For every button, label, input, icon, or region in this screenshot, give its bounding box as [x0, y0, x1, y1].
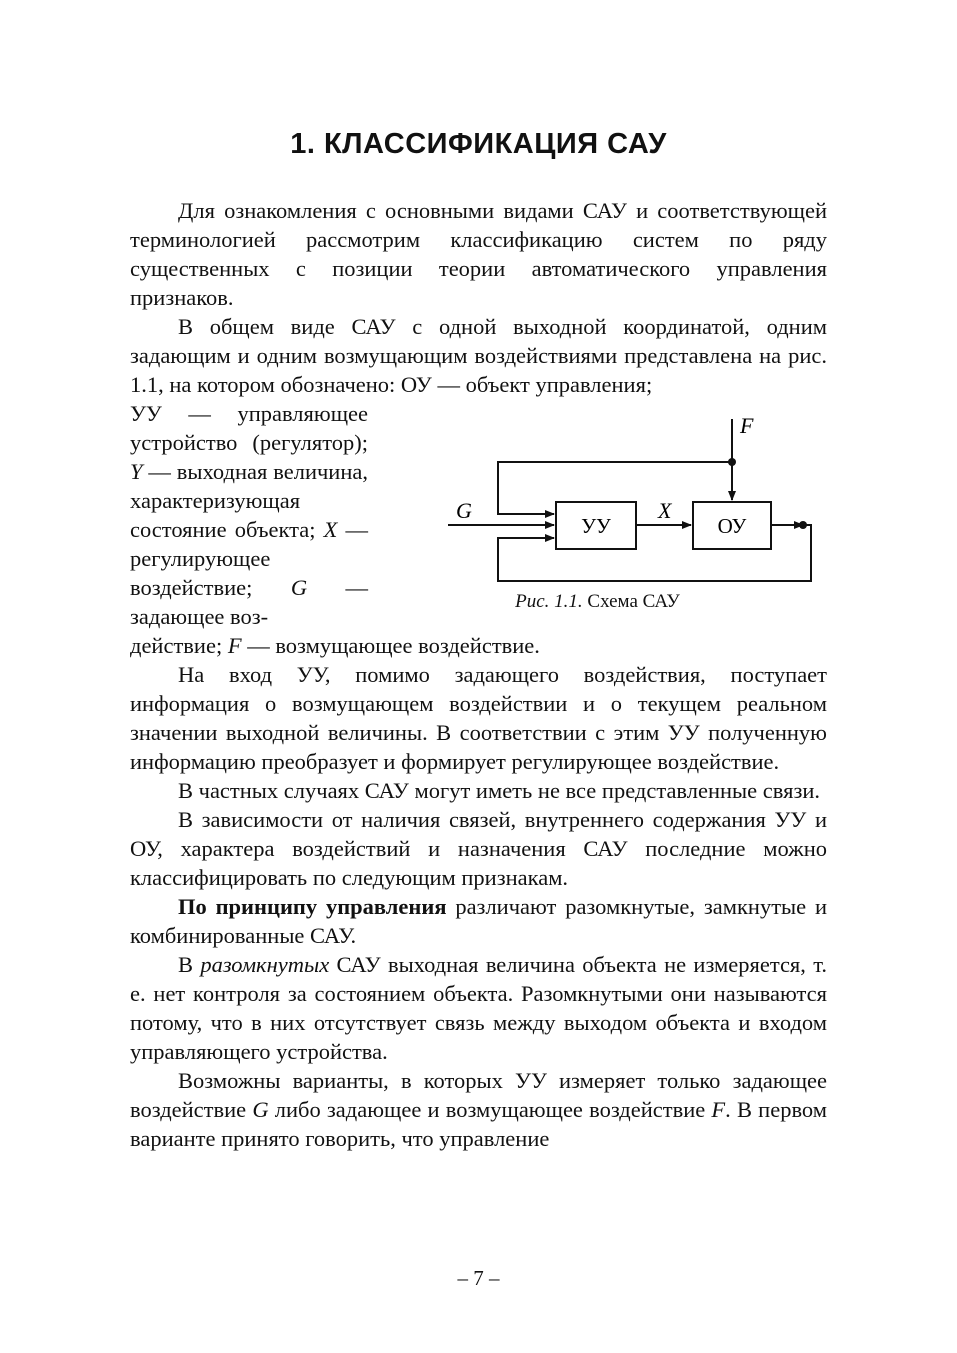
side-text-part-d: — задающее воз- [130, 575, 368, 629]
paragraph-general-view-end [130, 631, 827, 660]
control-principle-term: По принципу управления [178, 894, 447, 919]
chapter-heading: 1. КЛАССИФИКАЦИЯ САУ [290, 128, 667, 160]
body-text [130, 196, 827, 1153]
controller-block-label: УУ [581, 514, 611, 538]
plant-block-label: ОУ [717, 514, 747, 538]
paragraph-special-cases: В частных случаях САУ могут иметь не все представленные связи. [178, 778, 820, 803]
symbol-x: X [323, 517, 338, 542]
open-loop-a: В [178, 952, 201, 977]
paragraph-classification: В зависимости от наличия связей, внутреннего содержания УУ и ОУ, характера воздействий и назначения САУ последние можно классифицировать по следующим признакам. [130, 807, 827, 890]
variants-symbol-g: G [252, 1097, 269, 1122]
variants-a: Возможны варианты, в которых УУ измеряет только задающее воздействие [130, 1068, 827, 1122]
symbol-y: Y [130, 459, 143, 484]
feedforward-path [498, 462, 732, 514]
symbol-f: F [227, 633, 242, 658]
open-loop-b: САУ выходная величина объекта не измеряется, т. е. нет контроля за состоянием объекта. Разомкнутыми они называются потому, что в них отсутствует связь между выходом объекта и входом управляющего устройства. [130, 952, 827, 1064]
control-principle-text: различают разомкнутые, замкнутые и комбинированные САУ. [130, 894, 827, 948]
paragraph-control-principle [130, 892, 827, 950]
tail-text-b: — возмущающее воздействие. [241, 633, 540, 658]
input-g-label: G [456, 498, 472, 523]
paragraph-controller-input: На вход УУ, помимо задающего воздействия, поступает информация о возмущающем воздействии и о текущем реальном значении выходной величины. В соответствии с этим УУ полученную информацию преобразует и формирует регулирующее воздействие. [130, 662, 827, 774]
paragraph-general-view: В общем виде САУ с одной выходной координатой, одним задающим и одним возмущающим воздействиями представлена на рис. 1.1, на котором обозначено: ОУ — объект управления; [130, 314, 827, 397]
paragraph-intro: Для ознакомления с основными видами САУ и соответствующей терминологией рассмотрим классификацию систем по ряду существенных с позиции теории автоматического управления признаков. [130, 198, 827, 310]
paragraph-open-loop [130, 950, 827, 1066]
paragraph-variants [130, 1066, 827, 1153]
figure-1-1 [368, 399, 827, 631]
figure-caption [368, 587, 827, 616]
symbol-g: G [290, 575, 308, 600]
feedback-path [498, 525, 811, 581]
tail-text-a: действие; [130, 633, 228, 658]
figure-side-text [130, 399, 368, 631]
text-with-figure [130, 399, 827, 631]
side-text-part-c: — регулирующее воздействие; [130, 517, 368, 600]
open-loop-term: разомкнутых [200, 952, 330, 977]
variants-b: либо задающее и возмущающее воздействие [268, 1097, 712, 1122]
figure-caption-text: Схема САУ [582, 591, 680, 612]
figure-caption-number: Рис. 1.1. [515, 591, 583, 612]
side-text-part-a: УУ — управляющее устройство (регулятор); [130, 401, 368, 455]
disturbance-f-label: F [740, 413, 754, 438]
control-x-label: X [658, 498, 672, 523]
side-text-part-b: — выходная величина, характеризующая состояние объекта; [130, 459, 368, 542]
page-number: – 7 – [457, 1266, 500, 1290]
variants-c: . В первом варианте принято говорить, что управление [130, 1097, 827, 1151]
variants-symbol-f: F [711, 1097, 726, 1122]
block-diagram [368, 399, 827, 589]
